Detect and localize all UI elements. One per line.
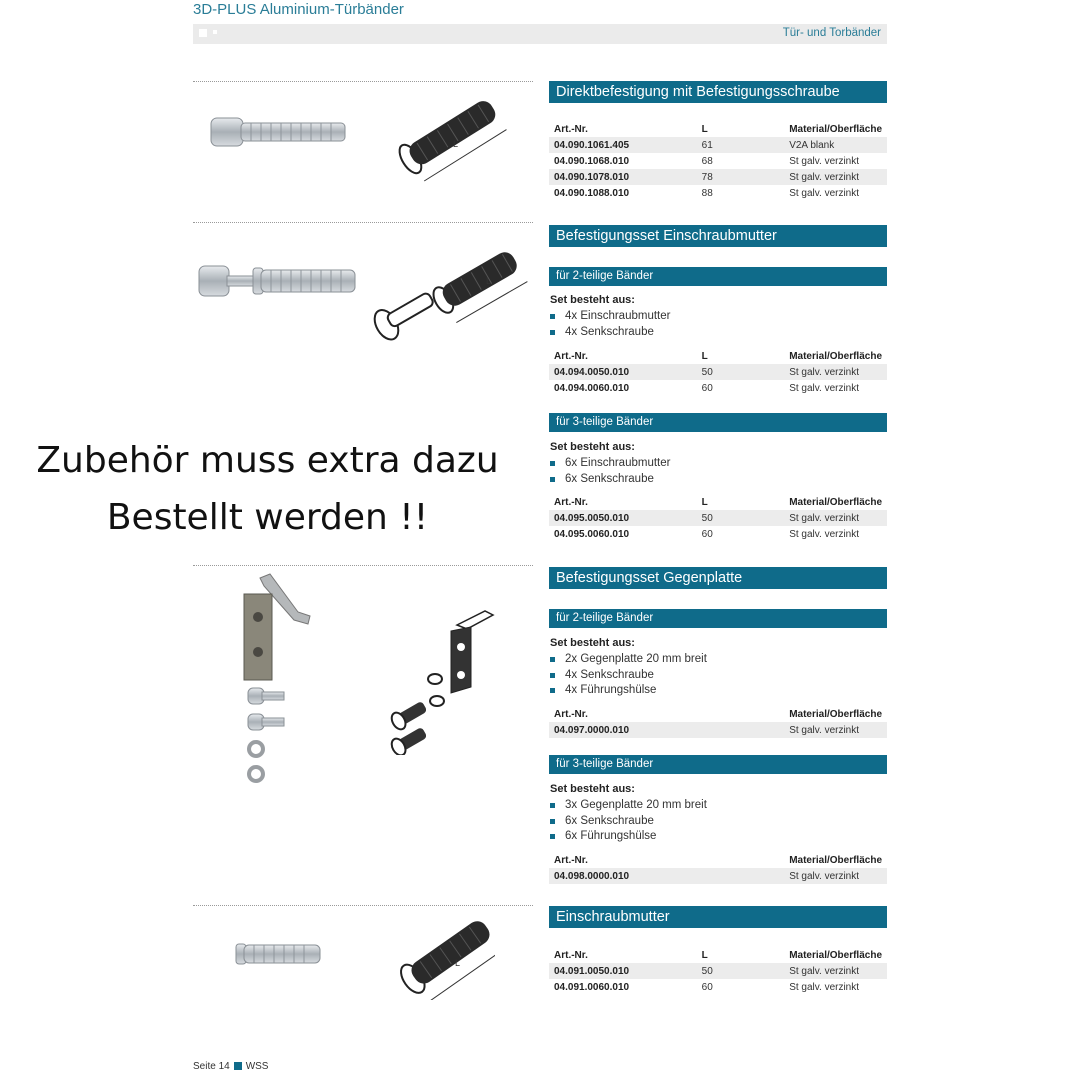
list-item: 4x Führungshülse <box>550 683 707 699</box>
col-art-nr: Art.-Nr. <box>554 854 588 866</box>
table-row <box>549 169 887 185</box>
table-row <box>549 380 887 396</box>
set-items-list <box>550 652 707 699</box>
list-item: 2x Gegenplatte 20 mm breit <box>550 652 707 668</box>
threaded-insert-image <box>232 938 324 970</box>
section-header-gegenplatte: Befestigungsset Gegenplatte <box>549 567 887 589</box>
category-label: Tür- und Torbänder <box>782 27 881 39</box>
screw-nut-drawing-image <box>368 230 528 345</box>
cell-material: St galv. verzinkt <box>784 963 887 979</box>
cell-l: 68 <box>701 155 713 167</box>
divider <box>193 905 533 906</box>
col-material: Material/Oberfläche <box>789 350 882 362</box>
set-items-list <box>550 456 670 487</box>
cell-material: St galv. verzinkt <box>784 868 887 884</box>
cell-art-nr: 04.090.1078.010 <box>549 169 697 185</box>
section-header-einschraubmutter: Einschraubmutter <box>549 906 887 928</box>
list-item: 4x Einschraubmutter <box>550 309 670 325</box>
cell-l: 60 <box>701 382 713 394</box>
table-row <box>549 526 887 542</box>
bullet-icon <box>550 477 555 482</box>
list-item: 6x Einschraubmutter <box>550 456 670 472</box>
bullet-icon <box>550 688 555 693</box>
einschraub-set-3-table <box>549 494 887 542</box>
svg-text:L: L <box>455 958 461 968</box>
col-l: L <box>701 949 708 961</box>
table-row <box>549 364 887 380</box>
cell-art-nr: 04.094.0060.010 <box>554 382 630 394</box>
cell-l: 60 <box>701 528 713 540</box>
table-row <box>549 137 887 153</box>
table-header-row <box>549 121 887 137</box>
divider <box>193 222 533 223</box>
cell-material: St galv. verzinkt <box>784 510 887 526</box>
cell-l: 50 <box>697 963 785 979</box>
subheader-3teilig: für 3-teilige Bänder <box>549 413 887 432</box>
table-row <box>549 868 887 884</box>
cell-art-nr: 04.090.1068.010 <box>554 155 630 167</box>
col-art-nr: Art.-Nr. <box>554 708 588 720</box>
cell-art-nr: 04.091.0060.010 <box>554 981 630 993</box>
cell-material: St galv. verzinkt <box>789 528 860 540</box>
footer-code: WSS <box>245 1061 269 1072</box>
overlay-note-line1: Zubehör muss extra dazu <box>36 440 499 481</box>
threaded-insert-drawing-image <box>395 910 495 1000</box>
col-l: L <box>701 123 708 135</box>
col-art-nr: Art.-Nr. <box>554 949 588 961</box>
bullet-icon <box>550 330 555 335</box>
list-item: 4x Senkschraube <box>550 668 707 684</box>
subheader-2teilig: für 2-teilige Bänder <box>549 609 887 628</box>
counterplate-drawing-image <box>385 605 510 755</box>
set-items-list <box>550 798 707 845</box>
section-header-direkt: Direktbefestigung mit Befestigungsschraube <box>549 81 887 103</box>
cell-material: V2A blank <box>784 137 887 153</box>
col-l: L <box>701 350 708 362</box>
list-item: 4x Senkschraube <box>550 325 670 341</box>
set-label: Set besteht aus: <box>550 294 635 306</box>
cell-art-nr: 04.091.0050.010 <box>549 963 697 979</box>
bullet-icon <box>550 834 555 839</box>
table-row <box>549 153 887 169</box>
cell-l: 50 <box>697 510 785 526</box>
bullet-icon <box>550 314 555 319</box>
cell-material: St galv. verzinkt <box>789 155 860 167</box>
bullet-icon <box>550 461 555 466</box>
cell-art-nr: 04.095.0050.010 <box>549 510 697 526</box>
bullet-icon <box>550 673 555 678</box>
document-title: 3D-PLUS Aluminium-Türbänder <box>193 1 404 18</box>
bullet-icon <box>550 657 555 662</box>
divider <box>193 565 533 566</box>
cell-material: St galv. verzinkt <box>784 722 887 738</box>
col-art-nr: Art.-Nr. <box>554 123 588 135</box>
table-header-row <box>549 852 887 868</box>
table-row <box>549 722 887 738</box>
table-header-row <box>549 494 887 510</box>
divider <box>193 81 533 82</box>
cell-art-nr: 04.090.1088.010 <box>554 187 630 199</box>
list-item: 6x Führungshülse <box>550 829 707 845</box>
bullet-icon <box>550 803 555 808</box>
page-footer <box>193 1061 268 1072</box>
col-material: Material/Oberfläche <box>789 949 882 961</box>
overlay-note-line2: Bestellt werden !! <box>106 497 429 538</box>
cell-l: 61 <box>697 137 785 153</box>
set-items-list <box>550 309 670 340</box>
table-row <box>549 510 887 526</box>
section-header-einschraub-set: Befestigungsset Einschraubmutter <box>549 225 887 247</box>
col-l: L <box>701 496 708 508</box>
gegenplatte-2-table <box>549 706 887 738</box>
cell-art-nr: 04.090.1061.405 <box>549 137 697 153</box>
list-item: 6x Senkschraube <box>550 814 707 830</box>
col-material: Material/Oberfläche <box>789 496 882 508</box>
cell-material: St galv. verzinkt <box>789 382 860 394</box>
counterplate-image <box>238 572 318 792</box>
set-label: Set besteht aus: <box>550 441 635 453</box>
col-art-nr: Art.-Nr. <box>554 496 588 508</box>
table-row <box>549 963 887 979</box>
set-label: Set besteht aus: <box>550 637 635 649</box>
svg-text:L: L <box>486 276 492 286</box>
einschraubmutter-table <box>549 947 887 995</box>
cell-material: St galv. verzinkt <box>784 169 887 185</box>
list-item: 6x Senkschraube <box>550 472 670 488</box>
bullet-icon <box>550 819 555 824</box>
cell-l: 78 <box>697 169 785 185</box>
table-header-row <box>549 947 887 963</box>
screw-drawing-image <box>383 85 508 185</box>
cell-material: St galv. verzinkt <box>784 364 887 380</box>
page-number: Seite 14 <box>193 1061 230 1072</box>
table-header-row <box>549 348 887 364</box>
col-material: Material/Oberfläche <box>789 854 882 866</box>
cell-l: 60 <box>701 981 713 993</box>
cell-l: 50 <box>697 364 785 380</box>
list-item: 3x Gegenplatte 20 mm breit <box>550 798 707 814</box>
cell-l: 88 <box>701 187 713 199</box>
table-row <box>549 979 887 995</box>
header-bar <box>193 24 887 44</box>
direkt-table <box>549 121 887 201</box>
cell-material: St galv. verzinkt <box>789 981 860 993</box>
subheader-2teilig: für 2-teilige Bänder <box>549 267 887 286</box>
set-label: Set besteht aus: <box>550 783 635 795</box>
table-row <box>549 185 887 201</box>
col-art-nr: Art.-Nr. <box>554 350 588 362</box>
col-material: Material/Oberfläche <box>789 123 882 135</box>
subheader-3teilig: für 3-teilige Bänder <box>549 755 887 774</box>
cell-art-nr: 04.095.0060.010 <box>554 528 630 540</box>
screw-nut-image <box>195 262 360 302</box>
einschraub-set-2-table <box>549 348 887 396</box>
col-material: Material/Oberfläche <box>789 708 882 720</box>
cell-art-nr: 04.098.0000.010 <box>549 868 784 884</box>
cell-material: St galv. verzinkt <box>789 187 860 199</box>
gegenplatte-3-table <box>549 852 887 884</box>
table-header-row <box>549 706 887 722</box>
cell-art-nr: 04.094.0050.010 <box>549 364 697 380</box>
svg-text:L: L <box>453 139 459 149</box>
cell-art-nr: 04.097.0000.010 <box>549 722 784 738</box>
screw-image <box>205 112 350 152</box>
footer-square-icon <box>234 1062 242 1070</box>
